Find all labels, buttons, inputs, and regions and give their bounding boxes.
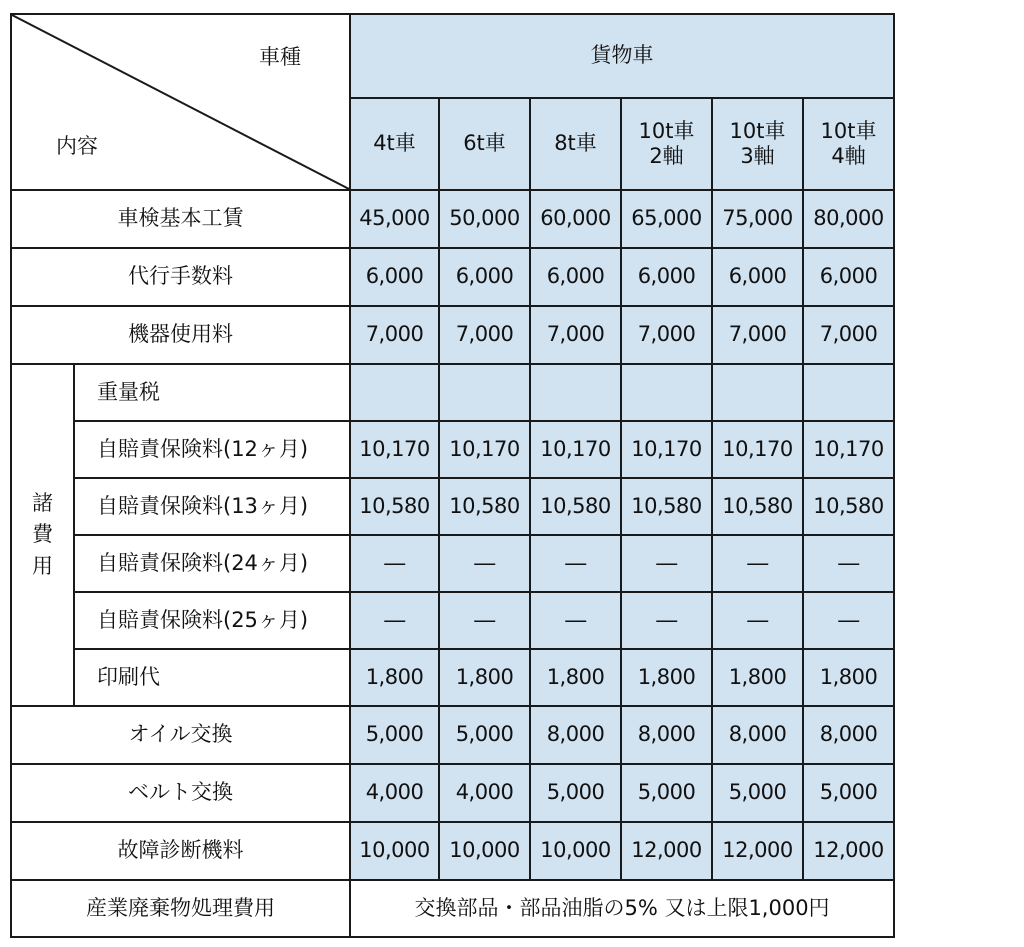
price-cell: 7,000 [530,306,621,364]
row-label: 自賠責保険料(13ヶ月) [74,478,350,535]
table-row [11,421,894,478]
row-label: 代行手数料 [11,248,350,306]
price-cell: 75,000 [712,190,803,248]
price-cell [439,364,530,421]
table-row [11,649,894,706]
price-cell: 4,000 [439,764,530,822]
price-cell: 8,000 [621,706,712,764]
group-header-cargo: 貨物車 [350,14,894,98]
price-cell: 7,000 [350,306,439,364]
price-cell: 5,000 [803,764,894,822]
price-cell: 6,000 [530,248,621,306]
price-cell [803,364,894,421]
price-cell: 8,000 [712,706,803,764]
price-cell: 7,000 [439,306,530,364]
price-cell: 10,170 [803,421,894,478]
misc-group-label [11,364,74,706]
misc-group-char: 費 [32,522,53,547]
price-cell: 7,000 [621,306,712,364]
content-label: 内容 [56,133,98,158]
price-cell: 5,000 [621,764,712,822]
price-cell: 5,000 [439,706,530,764]
price-cell: 12,000 [712,822,803,880]
price-cell: 8,000 [803,706,894,764]
price-cell: 10,170 [439,421,530,478]
row-label: 重量税 [74,364,350,421]
price-cell: ― [350,592,439,649]
price-table [10,13,895,938]
column-header: 10t車 4軸 [803,98,894,190]
row-label: 自賠責保険料(24ヶ月) [74,535,350,592]
row-label: 車検基本工賃 [11,190,350,248]
price-cell: 10,000 [350,822,439,880]
column-header: 8t車 [530,98,621,190]
price-cell: 7,000 [712,306,803,364]
diagonal-line [12,15,349,189]
vehicle-type-label: 車種 [259,45,301,69]
price-cell: 10,580 [712,478,803,535]
price-cell: 12,000 [803,822,894,880]
price-cell: 6,000 [439,248,530,306]
price-cell: 10,000 [439,822,530,880]
row-label: 故障診断機料 [11,822,350,880]
misc-group-char: 諸 [32,490,53,515]
table-row [11,190,894,248]
price-cell: 50,000 [439,190,530,248]
row-label: オイル交換 [11,706,350,764]
table-row [11,764,894,822]
row-label: 自賠責保険料(12ヶ月) [74,421,350,478]
price-cell: ― [439,592,530,649]
price-cell: 1,800 [530,649,621,706]
price-cell: ― [530,535,621,592]
row-label: 自賠責保険料(25ヶ月) [74,592,350,649]
price-cell: 10,170 [712,421,803,478]
table-row [11,822,894,880]
row-label: 印刷代 [74,649,350,706]
price-cell: 8,000 [530,706,621,764]
price-cell: ― [530,592,621,649]
price-cell: 6,000 [621,248,712,306]
price-cell: 5,000 [712,764,803,822]
price-cell: 7,000 [803,306,894,364]
price-cell: 10,580 [621,478,712,535]
price-cell: 6,000 [803,248,894,306]
table-row [11,592,894,649]
footer-row [11,880,894,937]
column-header: 10t車 3軸 [712,98,803,190]
price-cell: 1,800 [712,649,803,706]
diagonal-header-cell [11,14,350,190]
price-cell: 1,800 [439,649,530,706]
misc-group-char: 用 [32,553,53,578]
price-cell: 10,580 [803,478,894,535]
price-cell: 5,000 [530,764,621,822]
row-label: 機器使用料 [11,306,350,364]
price-cell [350,364,439,421]
price-cell: ― [621,592,712,649]
price-cell: 1,800 [803,649,894,706]
price-cell: 10,170 [530,421,621,478]
table-row [11,364,894,421]
table-row [11,706,894,764]
price-cell: 65,000 [621,190,712,248]
price-cell: ― [621,535,712,592]
price-cell: ― [712,535,803,592]
price-cell: 12,000 [621,822,712,880]
price-cell: 45,000 [350,190,439,248]
price-cell [530,364,621,421]
price-cell: 10,580 [439,478,530,535]
price-cell: 10,580 [530,478,621,535]
price-cell: 1,800 [350,649,439,706]
column-header: 4t車 [350,98,439,190]
price-cell: 1,800 [621,649,712,706]
price-cell: ― [712,592,803,649]
price-cell: 10,170 [621,421,712,478]
price-cell [621,364,712,421]
price-cell: 60,000 [530,190,621,248]
column-header: 6t車 [439,98,530,190]
price-cell: ― [803,592,894,649]
table-row [11,535,894,592]
price-cell: 6,000 [712,248,803,306]
price-cell: ― [350,535,439,592]
row-label: ベルト交換 [11,764,350,822]
price-cell: 6,000 [350,248,439,306]
table-row [11,306,894,364]
price-cell: 10,170 [350,421,439,478]
price-cell: 10,000 [530,822,621,880]
price-cell: ― [439,535,530,592]
price-cell [712,364,803,421]
column-header: 10t車 2軸 [621,98,712,190]
price-cell: 5,000 [350,706,439,764]
header-row-top [11,14,894,98]
footer-label: 産業廃棄物処理費用 [11,880,350,937]
price-cell: 4,000 [350,764,439,822]
footer-value: 交換部品・部品油脂の5% 又は上限1,000円 [350,880,894,937]
price-cell: ― [803,535,894,592]
table-row [11,478,894,535]
price-cell: 80,000 [803,190,894,248]
price-cell: 10,580 [350,478,439,535]
table-row [11,248,894,306]
